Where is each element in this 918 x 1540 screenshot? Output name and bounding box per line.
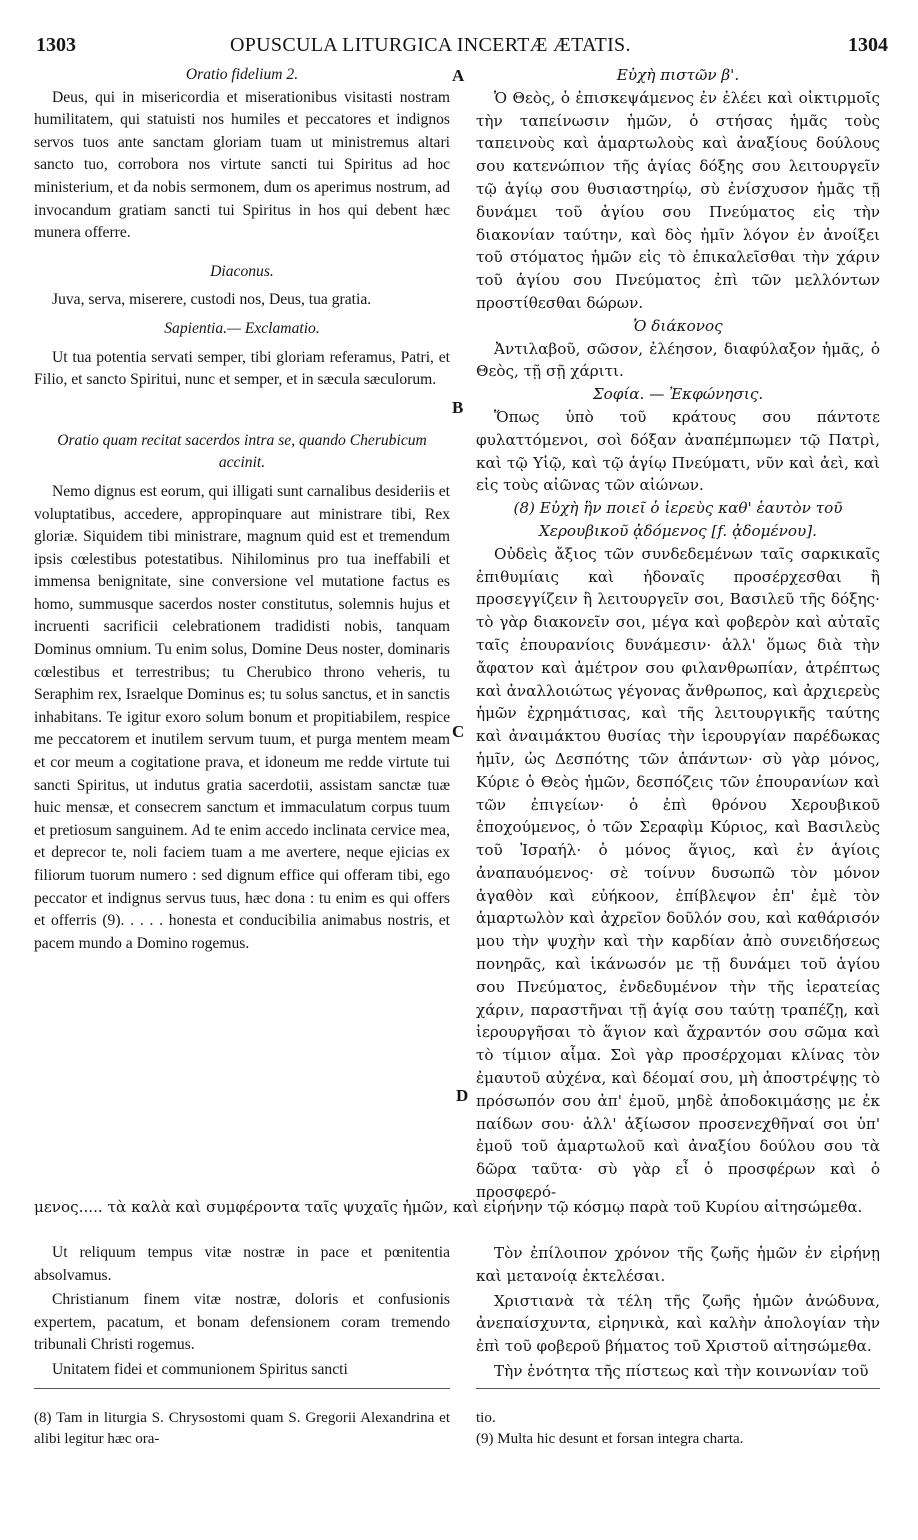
running-title: OPUSCULA LITURGICA INCERTÆ ÆTATIS. bbox=[230, 34, 631, 56]
greek-chronon: Τὸν ἐπίλοιπον χρόνον τῆς ζωῆς ἡμῶν ἐν εἰρήνῃ καὶ μετανοίᾳ ἐκτελέσαι. bbox=[476, 1244, 880, 1285]
margin-marker-a: A bbox=[452, 66, 465, 85]
latin-tempus: Ut reliquum tempus vitæ nostræ in pace et pœnitentia absolvamus. bbox=[34, 1244, 450, 1284]
margin-marker-c: C bbox=[452, 722, 465, 741]
greek-christiana: Χριστιανὰ τὰ τέλη τῆς ζωῆς ἡμῶν ἀνώδυνα, ἀνεπαίσχυντα, εἰρηνικὰ, καὶ καλὴν ἀπολογίαν τὴν ἐπὶ τοῦ φοβεροῦ βήματος τοῦ Χριστοῦ αἰτησώμεθα. bbox=[476, 1291, 880, 1356]
latin-secret-text: Nemo dignus est eorum, qui illigati sunt carnalibus desideriis et voluptatibus, accedere, appropinquare aut ministrare tibi, Rex gloriæ. Siquidem tibi ministrare, magnum quid est et tremendum ipsis cœlestibus potestatibus. Nihilominus pro tua ineffabili et immensa benignitate, sine conversione vel mutatione factus es homo, summusque sacerdos noster constitutus, solemnis hujus et incruenti sacrificii celebrationem tradidisti nobis, tanquam Dominus omnium. Tu enim solus, Domine Deus noster, dominaris cœlestibus et terrestribus; tu Cherubico throno veheris, tu Seraphim rex, Israelque Dominus es; tu solus sanctus, et in sanctis inhabitans. Te igitur exoro solum bonum et propitiabilem, respice me peccatorem et inutilem servum tuum, et purga mentem meam et cor meum a cogitatione prava, et idoneum me redde virtute tui sancti Spiritus, ut indutus gratia sacerdotii, assistam sanctæ tuæ huic mensæ, et consecrem sanctum et immaculatum corpus tuum et pretiosum sanguinem. Ad te enim accedo inclinata cervice mea, et deprecor te, noli faciem tuam a me avertere, neque ejicias ex filiorum tuorum numero : sed dignum effice qui offeram tibi, ego peccator et indignus servus tuus, hæc dona : tu enim es qui offers et offerris (9). . . . . honesta et conducibilia animabus nostris, et pacem mundo a Domino rogemus. bbox=[34, 482, 450, 952]
latin-sapientia-title: Sapientia.— Exclamatio. bbox=[164, 319, 320, 337]
greek-secret-text: Οὐδεὶς ἄξιος τῶν συνδεδεμένων ταῖς σαρκικαῖς ἐπιθυμίαις καὶ ἡδοναῖς προσέρχεσθαι ἢ προσεγγίζειν ἢ λειτουργεῖν σοι, Βασιλεῦ τῆς δόξης· τὸ γὰρ διακονεῖν σοι, μέγα καὶ φοβερὸν καὶ αὐταῖς ταῖς ἐπουρανίοις δυνάμεσιν· ἀλλ' ὅμως διὰ τὴν ἄφατον καὶ ἀμέτρον σου φιλανθρωπίαν, ἀτρέπτως καὶ ἀναλλοιώτως γέγονας ἄνθρωπος, καὶ ἀρχιερεὺς ἡμῶν ἐχρημάτισας, καὶ τῆς λειτουργικῆς ταύτης καὶ ἀναιμάκτου θυσίας τὴν ἱερουργίαν παρέδωκας ἡμῖν, ὡς Δεσπότης τῶν ἁπάντων· σὺ γὰρ μόνος, Κύριε ὁ Θεὸς ἡμῶν, δεσπόζεις τῶν ἐπουρανίων καὶ τῶν ἐπιγείων· ὁ ἐπὶ θρόνου Χερουβικοῦ ἐποχούμενος, ὁ τῶν Σεραφὶμ Κύριος, καὶ Βασιλεὺς τοῦ Ἰσραήλ· ὁ μόνος ἅγιος, καὶ ἐν ἁγίοις ἀναπαυόμενος· σὲ τοίνυν δυσωπῶ τὸν μόνον ἀγαθὸν καὶ εὐήκοον, ἐπίβλεψον ἐπ' ἐμὲ τὸν ἁμαρτωλὸν καὶ ἀχρεῖον δοῦλόν σου, καὶ καθάρισόν μου τὴν ψυχὴν καὶ τὴν καρδίαν ἀπὸ συνειδήσεως πονηρᾶς, καὶ ἱκάνωσόν με τῇ δυνάμει τοῦ ἁγίου σου Πνεύματος, ἐνδεδυμένον τὴν τῆς ἱερατείας χάριν, παραστῆναι τῇ ἁγίᾳ σου ταύτῃ τραπέζῃ, καὶ ἱερουργῆσαι τὸ ἅγιον καὶ ἄχραντόν σου σῶμα καὶ τὸ τίμιον αἷμα. Σοὶ γὰρ προσέρχομαι κλίνας τὸν ἐμαυτοῦ αὐχένα, καὶ δέομαί σου, μὴ ἀποστρέψῃς τὸ πρόσωπόν σου ἀπ' ἐμοῦ, μηδὲ ἀποδοκιμάσῃς με ἐκ παίδων σου· ἀλλ' ἀξίωσον προσενεχθῆναί σοι ὑπ' ἐμοῦ τοῦ ἁμαρτωλοῦ καὶ ἀναξίου δούλου σου τὰ δῶρα ταῦτα· σὺ γὰρ εἶ ὁ προσφέρων καὶ ὁ προσφερό- bbox=[476, 544, 880, 1202]
footnote-right bbox=[476, 1408, 880, 1450]
footnote-rule-right bbox=[476, 1388, 880, 1389]
margin-marker-d: D bbox=[456, 1086, 469, 1105]
greek-diakonos-title: Ὁ διάκονος bbox=[633, 316, 723, 335]
page-number-right: 1304 bbox=[848, 34, 888, 56]
latin-oratio-title: Oratio fidelium 2. bbox=[185, 66, 299, 83]
latin-lower-block bbox=[34, 1242, 450, 1384]
greek-secret-title: (8) Εὐχὴ ἣν ποιεῖ ὁ ἱερεὺς καθ' ἑαυτὸν τοῦ Χερουβικοῦ ᾀδόμενος [f. ᾀδομένου]. bbox=[513, 499, 843, 540]
greek-column bbox=[476, 64, 880, 1204]
latin-sapientia-text: Ut tua potentia servati semper, tibi gloriam referamus, Patri, et Filio, et sancto Spiritui, nunc et semper, et in sæcula sæculorum. bbox=[34, 348, 450, 389]
footnote-8-continuation: tio. bbox=[476, 1410, 496, 1426]
page-number-left: 1303 bbox=[36, 34, 76, 56]
margin-marker-b: B bbox=[452, 398, 464, 417]
footnote-9-text: (9) Multa hic desunt et forsan integra charta. bbox=[476, 1431, 744, 1447]
greek-sophia-text: Ὅπως ὑπὸ τοῦ κράτους σου πάντοτε φυλαττόμενοι, σοὶ δόξαν ἀναπέμπωμεν τῷ Πατρὶ, καὶ τῷ Υἱῷ, καὶ τῷ ἁγίῳ Πνεύματι, νῦν καὶ ἀεὶ, καὶ εἰς τοὺς αἰῶνας τῶν αἰώνων. bbox=[476, 407, 880, 495]
footnote-rule-left bbox=[34, 1388, 450, 1389]
greek-sophia-title: Σοφία. — Ἐκφώνησις. bbox=[592, 385, 764, 404]
greek-diakonos-text: Ἀντιλαβοῦ, σῶσον, ἐλέησον, διαφύλαξον ἡμᾶς, ὁ Θεὸς, τῇ σῇ χάριτι. bbox=[476, 339, 880, 381]
latin-diaconus-text: Juva, serva, miserere, custodi nos, Deus, tua gratia. bbox=[52, 291, 372, 309]
latin-christianum: Christianum finem vitæ nostræ, doloris et confusionis expertem, pacatum, et bonam defensionem coram tremendo tribunali Christi rogemus. bbox=[34, 1291, 450, 1354]
latin-column bbox=[34, 64, 450, 955]
latin-oratio-text: Deus, qui in misericordia et miserationibus visitasti nostram humilitatem, qui statuisti nos humiles et peccatores et indignos servos tuos ante sanctam gloriam tuam ut ministremus altari sancto tuo, corrobora nos virtute sancti tui Spiritus ad hoc ministerium, et da nobis sermonem, dum os aperimus nostrum, ad invocandum gratiam sancti tui Spiritus in hos qui debent hæc munera offerre. bbox=[34, 88, 450, 242]
footnote-8 bbox=[34, 1408, 450, 1450]
greek-lower-block bbox=[476, 1242, 880, 1385]
greek-euche-title: Εὐχὴ πιστῶν β'. bbox=[616, 66, 740, 84]
footnote-8-text: (8) Tam in liturgia S. Chrysostomi quam S. Gregorii Alexandrina et alibi legitur hæc ora- bbox=[34, 1410, 450, 1447]
greek-henoteta: Τὴν ἑνότητα τῆς πίστεως καὶ τὴν κοινωνίαν τοῦ bbox=[494, 1361, 869, 1380]
greek-euche-text: Ὁ Θεὸς, ὁ ἐπισκεψάμενος ἐν ἐλέει καὶ οἰκτιρμοῖς τὴν ταπείνωσιν ἡμῶν, ὁ στήσας ἡμᾶς τοὺς ταπεινοὺς καὶ ἁμαρτωλοὺς καὶ ἀναξίους δούλους σου κατενώπιον τῆς ἁγίας δόξης σου λειτουργεῖν τῷ ἁγίῳ σου θυσιαστηρίῳ, σὺ ἐνίσχυσον ἡμᾶς τῇ δυνάμει τοῦ ἁγίου σου Πνεύματος εἰς τὴν διακονίαν ταύτην, καὶ δὸς ἡμῖν λόγον ἐν ἀνοίξει τοῦ στόματος ἡμῶν εἰς τὸ ἐπικαλεῖσθαι τὴν χάριν τοῦ ἁγίου σου Πνεύματος ἐπὶ τῶν μελλόντων προστίθεσθαι δώρων. bbox=[476, 88, 880, 312]
latin-secret-title: Oratio quam recitat sacerdos intra se, quando Cherubicum accinit. bbox=[57, 431, 427, 472]
greek-continuation-line: μενος..... τὰ καλὰ καὶ συμφέροντα ταῖς ψυχαῖς ἡμῶν, καὶ εἰρήνην τῷ κόσμῳ παρὰ τοῦ Κυρίου αἰτησώμεθα. bbox=[34, 1198, 863, 1216]
running-header bbox=[0, 34, 918, 58]
latin-diaconus-title: Diaconus. bbox=[210, 262, 274, 280]
latin-unitatem: Unitatem fidei et communionem Spiritus sancti bbox=[52, 1360, 348, 1378]
